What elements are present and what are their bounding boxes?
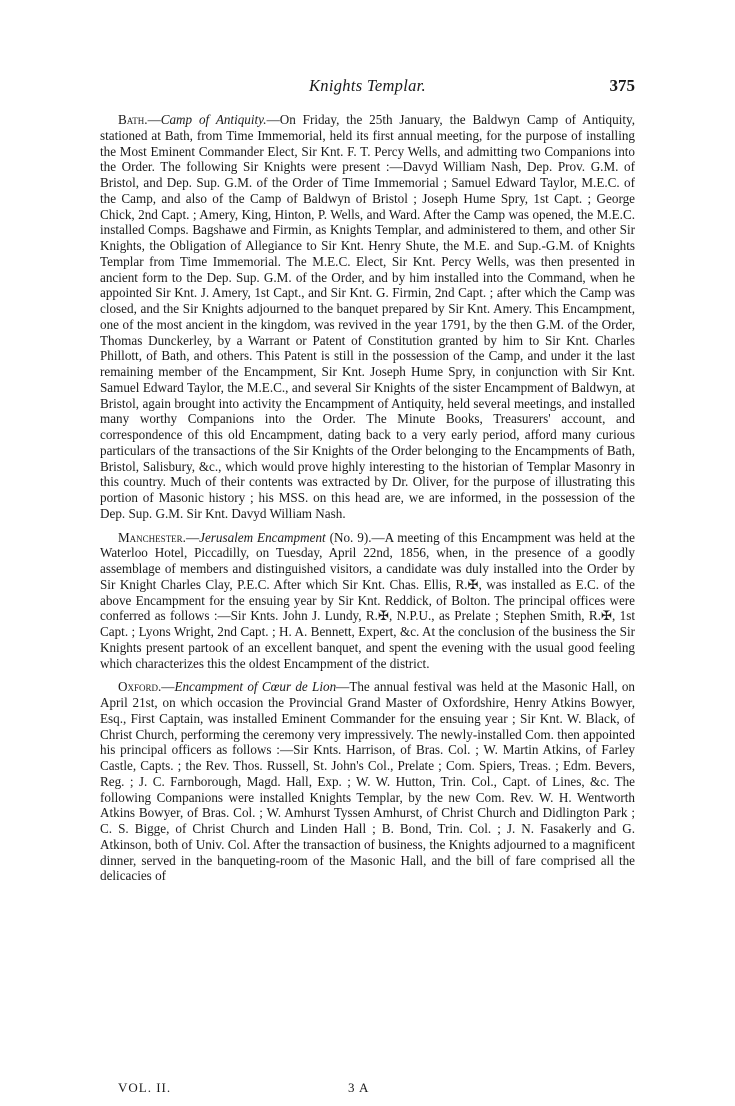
dash-bath: —	[147, 112, 161, 127]
camp-name-bath: Camp of Antiquity.	[160, 112, 267, 127]
paragraph-manchester	[100, 530, 635, 672]
dash-manchester: —	[185, 529, 200, 545]
article-body	[100, 112, 635, 892]
camp-name-oxford: Encampment of Cœur de Lion	[174, 679, 337, 695]
paragraph-text-oxford: —The annual festival was held at the Masonic Hall, on April 21st, on which occasion the Provincial Grand Master of Oxfordshire, Henry Atkins Bowyer, Esq., First Captain, was installed Eminent Commander for the ensuing year ; Sir Knt. W. Black, of Christ Church, performing the ceremony very impressively. The newly-installed Com. then appointed his principal officers as follows :—Sir Knts. Harrison, of Bras. Col. ; W. Martin Atkins, of Farley Castle, Capts. ; the Rev. Thos. Russell, St. John's Col., Prelate ; Com. Spiers, Treas. ; Edm. Bevers, Reg. ; J. C. Farnborough, Magd. Hall, Exp. ; W. W. Hutton, Trin. Col., Capt. of Lines, &c. The following Companions were installed Knights Templar, by the new Com. Rev. W. H. Wentworth Atkins Bowyer, of Bras. Col. ; W. Amhurst Tyssen Amhurst, of Christ Church and Didlington Park ; C. S. Bigge, of Christ Church and Linden Hall ; B. Bond, Trin. Col. ; J. N. Fasakerly and G. Atkinson, both of Univ. Col. After the transaction of business, the Knights adjourned to a magnificent dinner, served in the banqueting-room of the Masonic Hall, and the bill of fare comprised all the delicacies of	[100, 679, 636, 884]
running-title: Knights Templar.	[309, 76, 426, 95]
place-heading-manchester: Manchester.	[118, 529, 186, 545]
paragraph-text-bath: —On Friday, the 25th January, the Baldwyn Camp of Antiquity, stationed at Bath, from Time Immemorial, held its first annual meeting, for the purpose of installing the Most Eminent Commander Elect, Sir Knt. F. T. Percy Wells, and admitting two Companions into the Order. The following Sir Knights were present :—Davyd William Nash, Dep. Prov. G.M. of Bristol, and Dep. Sup. G.M. of the Order of Time Immemorial ; Samuel Edward Taylor, M.E.C. of the Camp, and also of the Camp of Baldwyn of Bristol ; Joseph Hume Spry, 1st Capt. ; George Chick, 2nd Capt. ; Amery, King, Hinton, P. Wells, and Ward. After the Camp was opened, the M.E.C. installed Comps. Bagshawe and Firmin, as Knights Templar, and administered to them, and other Sir Knights, the Obligation of Allegiance to Sir Knt. Henry Shute, the M.E. and Sup.-G.M. of Knights Templar from Time Immemorial. The M.E.C. Elect, Sir Knt. Percy Wells, was then presented in ancient form to the Dep. Sup. G.M. of the Order, and by him installed into the Command, when he appointed Sir Knt. J. Amery, 1st Capt., and Sir Knt. G. Firmin, 2nd Capt. ; after which the Camp was closed, and the Sir Knights adjourned to the banquet prepared by Sir Knt. Amery. This Encampment, one of the most ancient in the kingdom, was revived in the year 1791, by the then G.M. of the Order, Thomas Dunckerley, by a Warrant or Patent of Constitution granted by him to Sir Knt. Charles Phillott, of Bath, and others. This Patent is still in the possession of the Camp, and under it the last remaining member of the Encampment, Sir Knt. Joseph Hume Spry, in conjunction with Sir Knt. Samuel Edward Taylor, the M.E.C., and several Sir Knights of the sister Encampment of Baldwyn, at Bristol, again brought into activity the Encampment of Antiquity, held several meetings, and installed many worthy Companions into the Order. The Minute Books, Treasurers' account, and correspondence of this old Encampment, dating back to a very early period, afford many curious particulars of the transactions of the Sir Knights of the Order belonging to the Encampments of Bath, Bristol, Salisbury, &c., which would prove highly interesting to the historian of Templar Masonry in this country. Much of their contents was extracted by Dr. Oliver, for the purpose of illustrating this portion of Masonic history ; his MSS. on this head are, we are informed, in the possession of the Dep. Sup. G.M. Sir Knt. Davyd William Nash.	[100, 112, 635, 521]
page-footer	[118, 1080, 518, 1098]
place-heading-oxford: Oxford.	[118, 679, 162, 695]
running-head	[100, 76, 635, 98]
camp-name-manchester: Jerusalem Encampment	[199, 529, 326, 545]
paragraph-oxford	[100, 679, 635, 884]
volume-label: VOL. II.	[118, 1080, 172, 1095]
page-number: 375	[609, 76, 635, 95]
dash-oxford: —	[161, 679, 175, 695]
place-heading-bath: Bath.	[118, 112, 148, 127]
paragraph-text-manchester: (No. 9).—A meeting of this Encampment was held at the Waterloo Hotel, Piccadilly, on Tuesday, April 22nd, 1856, when, in the presence of a goodly assemblage of members and distinguished visitors, a candidate was duly installed into the Order by Sir Knight Charles Clay, P.E.C. After which Sir Knt. Chas. Ellis, R.✠, was installed as E.C. of the above Encampment for the ensuing year by Sir Knt. Reddick, of Bolton. The principal offices were conferred as follows :—Sir Knts. John J. Lundy, R.✠, N.P.U., as Prelate ; Stephen Smith, R.✠, 1st Capt. ; Lyons Wright, 2nd Capt. ; H. A. Bennett, Expert, &c. At the conclusion of the business the Sir Knights present partook of an excellent banquet, and spent the evening with the usual good feeling which characterizes this the oldest Encampment of the district.	[100, 529, 635, 671]
paragraph-bath	[100, 112, 635, 522]
signature-mark: 3 A	[348, 1080, 370, 1095]
